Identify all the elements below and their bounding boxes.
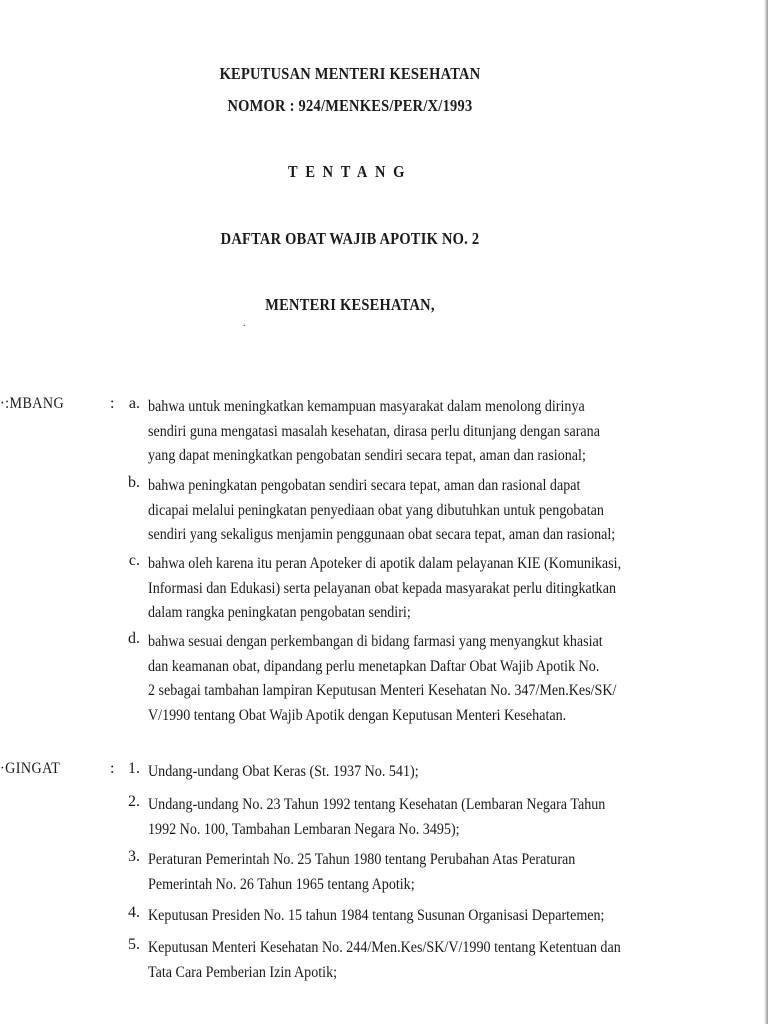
tentang-heading: TENTANG [288,162,412,181]
decree-subject: DAFTAR OBAT WAJIB APOTIK NO. 2 [220,229,480,248]
item-text: Peraturan Pemerintah No. 25 Tahun 1980 tentang Perubahan Atas Peraturan Pemerintah No. 26 Tahun 1965 tentang Apotik; [148,851,576,893]
item-marker: c. [128,552,140,569]
item-marker: 3. [128,848,140,865]
item-marker: 1. [128,760,140,777]
item-text: Undang-undang Obat Keras (St. 1937 No. 541); [148,763,419,780]
decree-title: KEPUTUSAN MENTERI KESEHATAN [219,64,481,83]
item-text: Keputusan Presiden No. 15 tahun 1984 tentang Susunan Organisasi Departemen; [148,907,605,924]
menimbang-colon: : [110,395,115,412]
item-marker: 5. [128,936,140,953]
menimbang-label: ·:MBANG [0,395,65,412]
scan-speck: . [243,318,246,329]
item-text: bahwa peningkatan pengobatan sendiri secara tepat, aman dan rasional dapat dicapai melalui peningkatan penyediaan obat yang dibutuhkan untuk pengobatan sendiri yang sekaligus menjamin penggunaan obat secara tepat, aman dan rasional; [148,477,616,543]
item-text: bahwa oleh karena itu peran Apoteker di apotik dalam pelayanan KIE (Komunikasi, Informasi dan Edukasi) serta pelayanan obat kepada masyarakat perlu ditingkatkan dalam rangka peningkatan pengobatan sendiri; [148,555,622,621]
mengingat-colon: : [110,760,115,777]
item-marker: 4. [128,904,140,921]
scan-edge-shadow [764,0,768,1024]
item-text: bahwa untuk meningkatkan kemampuan masyarakat dalam menolong dirinya sendiri guna mengatasi masalah kesehatan, dirasa perlu ditunjang dengan sarana yang dapat meningkatkan pengobatan sendiri secara tepat, aman dan rasional; [148,398,600,464]
item-marker: 2. [128,793,140,810]
decree-number: NOMOR : 924/MENKES/PER/X/1993 [227,96,473,115]
item-text: Keputusan Menteri Kesehatan No. 244/Men.Kes/SK/V/1990 tentang Ketentuan dan Tata Cara Pemberian Izin Apotik; [148,939,621,981]
item-text: Undang-undang No. 23 Tahun 1992 tentang Kesehatan (Lembaran Negara Tahun 1992 No. 100, Tambahan Lembaran Negara No. 3495); [148,796,606,838]
item-text: bahwa sesuai dengan perkembangan di bidang farmasi yang menyangkut khasiat dan keamanan obat, dipandang perlu menetapkan Daftar Obat Wajib Apotik No. 2 sebagai tambahan lampiran Keputusan Menteri Kesehatan No. 347/Men.Kes/SK/ V/1990 tentang Obat Wajib Apotik dengan Keputusan Menteri Kesehatan. [148,633,617,724]
authority-heading: MENTERI KESEHATAN, [265,295,435,314]
mengingat-label: ·GINGAT [0,760,61,777]
item-marker: a. [128,395,140,412]
item-marker: d. [128,630,140,647]
item-marker: b. [128,474,140,491]
